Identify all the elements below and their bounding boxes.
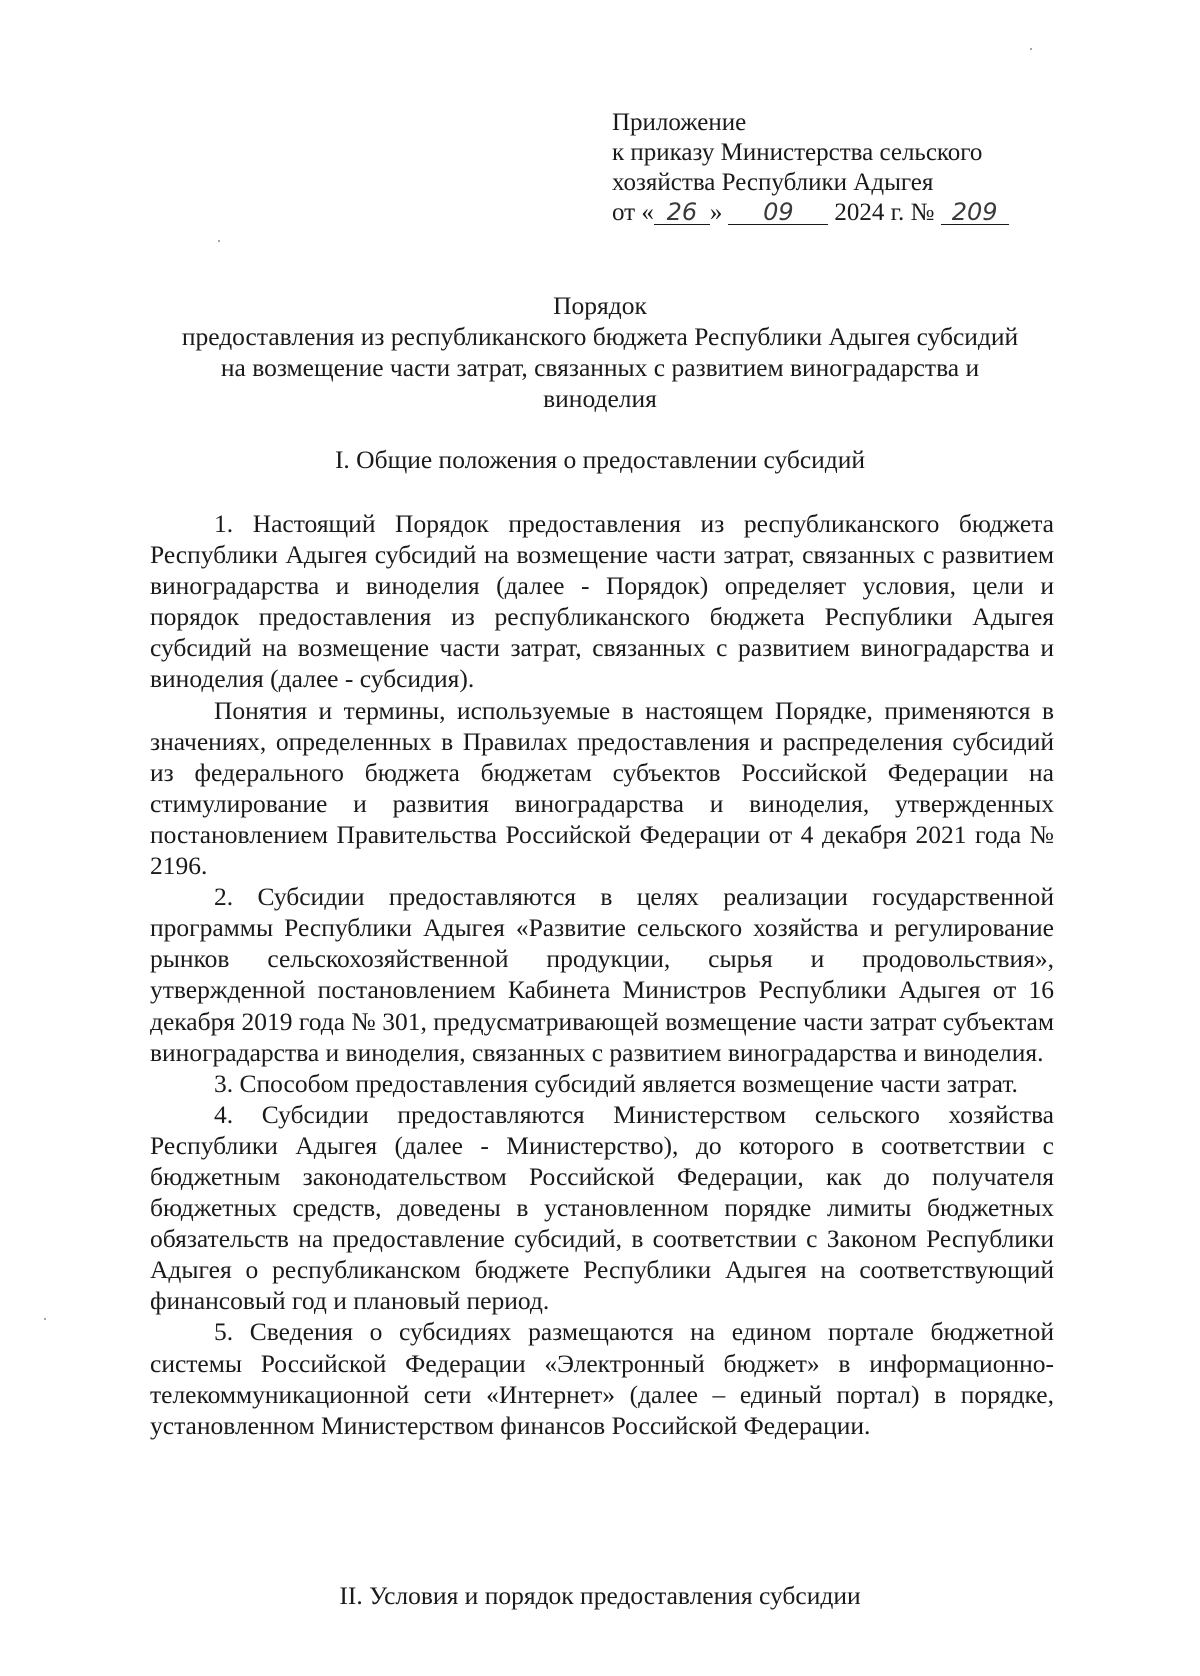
document-title-block xyxy=(140,290,1060,414)
document-subtitle-line-1: предоставления из республиканского бюджета Республики Адыгея субсидий xyxy=(181,322,1019,351)
paragraph-2: 2. Субсидии предоставляются в целях реализации государственной программы Республики Адыгея «Развитие сельского хозяйства и регулирование рынков сельскохозяйственной продукции, сырья и продовольствия», утвержденной постановлением Кабинета Министров Республики Адыгея от 16 декабря 2019 года № 301, предусматривающей возмещение части затрат субъектам виноградарства и виноделия, связанных с развитием виноградарства и виноделия. xyxy=(150,882,1054,1067)
appendix-order-reference: к приказу Министерства сельского xyxy=(612,139,983,166)
paragraph-1: 1. Настоящий Порядок предоставления из республиканского бюджета Республики Адыгея субсидий на возмещение части затрат, связанных с развитием виноградарства и виноделия (далее - Порядок) определяет условия, цели и порядок предоставления из республиканского бюджета Республики Адыгея субсидий на возмещение части затрат, связанных с развитием виноградарства и виноделия (далее - субсидия). xyxy=(150,509,1054,694)
document-subtitle-line-2: на возмещение части затрат, связанных с развитием виноградарства и xyxy=(220,353,980,382)
document-subtitle-line-3: виноделия xyxy=(543,384,657,413)
paragraph-3: 3. Способом предоставления субсидий является возмещение части затрат. xyxy=(214,1068,1018,1098)
document-title: Порядок xyxy=(553,291,647,320)
appendix-date-line xyxy=(612,198,1052,228)
date-day-suffix: » xyxy=(709,199,723,226)
section-1-heading: I. Общие положения о предоставлении субсидий xyxy=(334,445,866,474)
date-prefix: от « xyxy=(612,199,654,226)
date-year-number-label: 2024 г. № xyxy=(834,199,935,226)
handwritten-month: 09 xyxy=(728,200,828,225)
section-2-heading: II. Условия и порядок предоставления субсидии xyxy=(339,1581,861,1610)
handwritten-order-number: 209 xyxy=(941,200,1009,225)
paragraph-5: 5. Сведения о субсидиях размещаются на едином портале бюджетной системы Российской Федерации «Электронный бюджет» в информационно-телекоммуникационной сети «Интернет» (далее – единый портал) в порядке, установленном Министерством финансов Российской Федерации. xyxy=(150,1317,1054,1440)
handwritten-day: 26 xyxy=(654,200,710,225)
paragraph-definitions: Понятия и термины, используемые в настоящем Порядке, применяются в значениях, определенных в Правилах предоставления и распределения субсидий из федерального бюджета бюджетам субъектов Российской Федерации на стимулирование и развития виноградарства и виноделия, утвержденных постановлением Правительства Российской Федерации от 4 декабря 2021 года № 2196. xyxy=(150,695,1054,881)
appendix-ministry-name: хозяйства Республики Адыгея xyxy=(612,169,934,196)
section-1-body xyxy=(150,508,1054,1441)
appendix-block xyxy=(612,108,1052,228)
paragraph-4: 4. Субсидии предоставляются Министерством сельского хозяйства Республики Адыгея (далее - Министерство), до которого в соответствии с бюджетным законодательством Российской Федерации, как до получателя бюджетных средств, доведены в установленном порядке лимиты бюджетных обязательств на предоставление субсидий, в соответствии с Законом Республики Адыгея о республиканском бюджете Республики Адыгея на соответствующий финансовый год и плановый период. xyxy=(150,1099,1054,1316)
appendix-title: Приложение xyxy=(612,109,747,136)
